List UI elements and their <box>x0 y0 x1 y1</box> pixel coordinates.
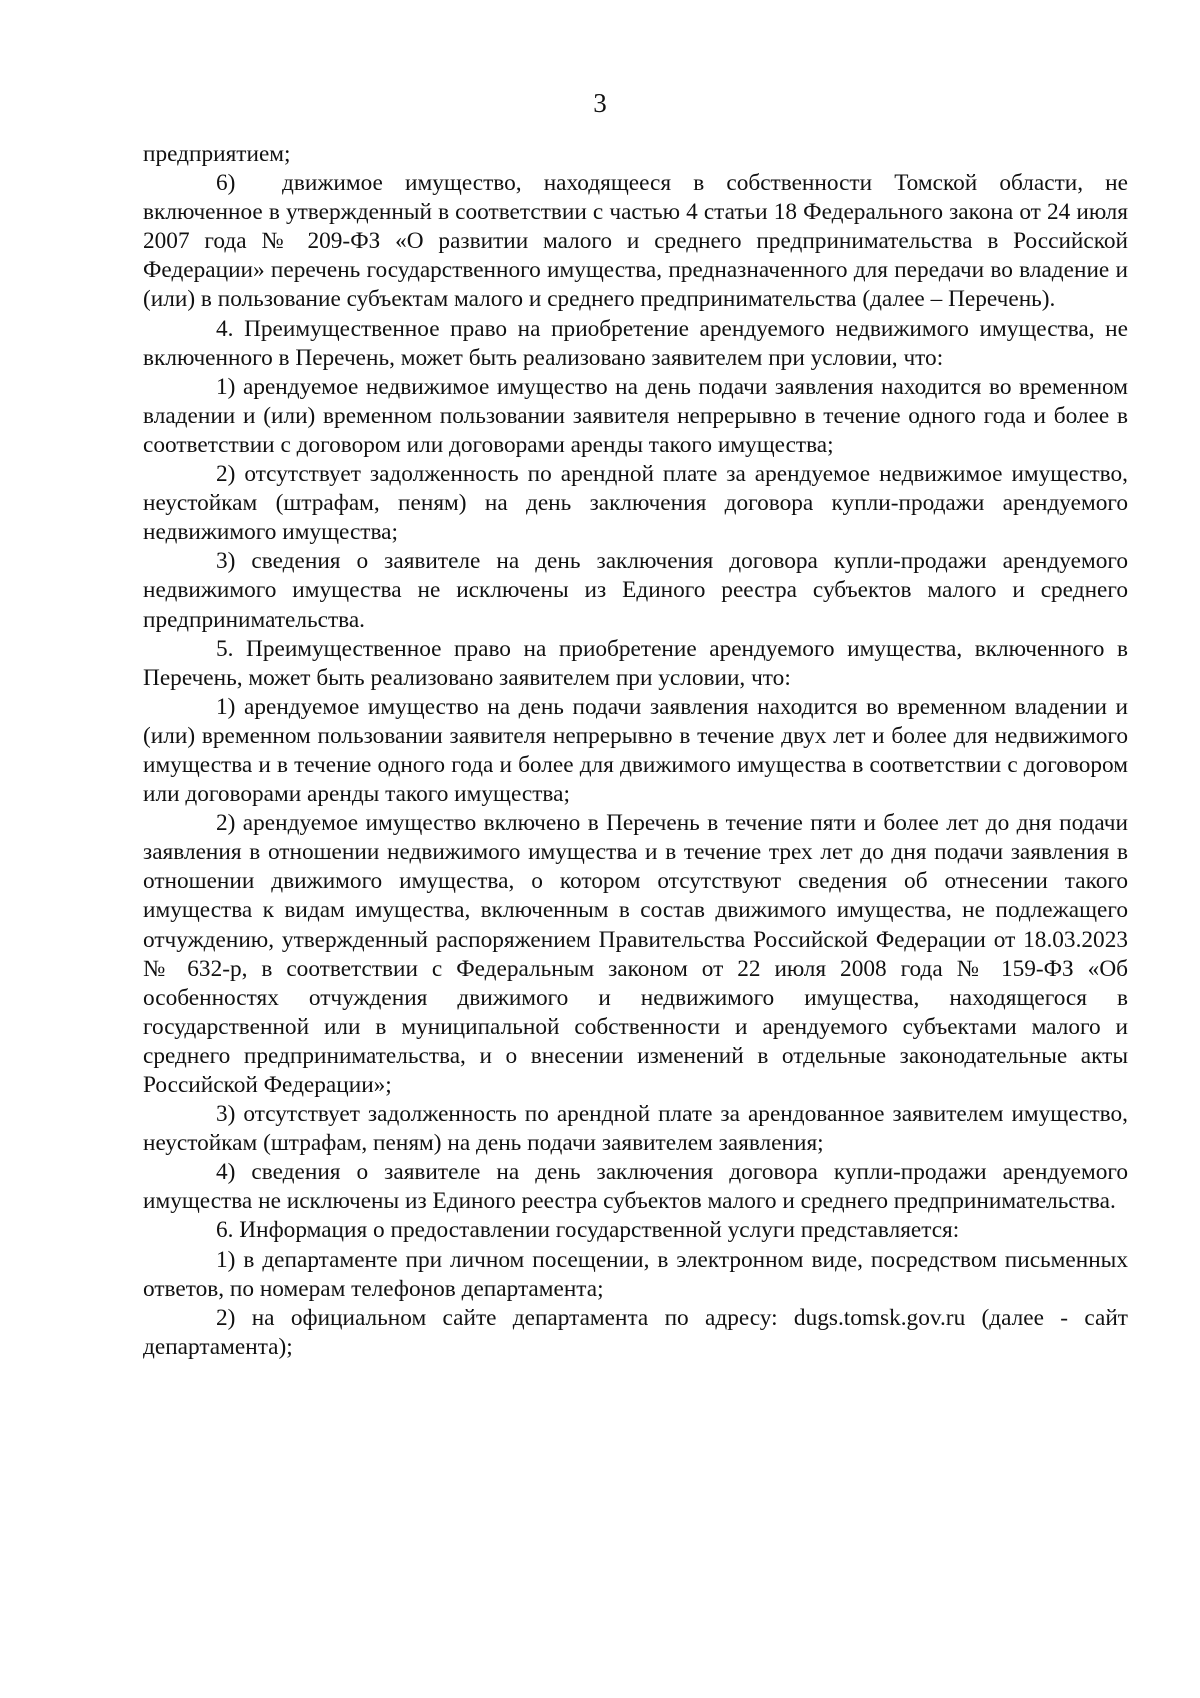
paragraph: 5. Преимущественное право на приобретение арендуемого имущества, включенного в Перечень, может быть реализовано заявителем при условии, что: <box>143 635 1128 691</box>
paragraph: 2) арендуемое имущество включено в Перечень в течение пяти и более лет до дня подачи заявления в отношении недвижимого имущества и в течение трех лет до дня подачи заявления в отношении движимого имущества, о котором отсутствуют сведения об отнесении такого имущества к видам имущества, включенным в состав движимого имущества, не подлежащего отчуждению, утвержденный распоряжением Правительства Российской Федерации от 18.03.2023 № 632-р, в соответствии с Федеральным законом от 22 июля 2008 года № 159-ФЗ «Об особенностях отчуждения движимого и недвижимого имущества, находящегося в государственной или в муниципальной собственности и арендуемого субъектами малого и среднего предпринимательства, и о внесении изменений в отдельные законодательные акты Российской Федерации»; <box>143 810 1128 1098</box>
paragraph: 1) арендуемое недвижимое имущество на день подачи заявления находится во временном владении и (или) временном пользовании заявителя непрерывно в течение одного года и более в соответствии с договором или договорами аренды такого имущества; <box>143 373 1128 458</box>
document-body <box>143 140 1128 1362</box>
paragraph: 6. Информация о предоставлении государственной услуги представляется: <box>216 1217 960 1244</box>
paragraph: 2) на официальном сайте департамента по адресу: dugs.tomsk.gov.ru (далее - сайт департамента); <box>143 1304 1128 1360</box>
paragraph: 1) арендуемое имущество на день подачи заявления находится во временном владении и (или) временном пользовании заявителя непрерывно в течение двух лет и более для недвижимого имущества и в течение одного года и более для движимого имущества в соответствии с договором или договорами аренды такого имущества; <box>143 693 1128 808</box>
paragraph: предприятием; <box>143 141 291 167</box>
page-number: 3 <box>593 88 607 118</box>
paragraph: 3) сведения о заявителе на день заключения договора купли-продажи арендуемого недвижимого имущества не исключены из Единого реестра субъектов малого и среднего предпринимательства. <box>143 548 1128 633</box>
paragraph: 4. Преимущественное право на приобретение арендуемого недвижимого имущества, не включенного в Перечень, может быть реализовано заявителем при условии, что: <box>143 315 1128 371</box>
paragraph: 1) в департаменте при личном посещении, в электронном виде, посредством письменных ответов, по номерам телефонов департамента; <box>143 1246 1128 1302</box>
paragraph: 6) движимое имущество, находящееся в собственности Томской области, не включенное в утвержденный в соответствии с частью 4 статьи 18 Федерального закона от 24 июля 2007 года № 209-ФЗ «О развитии малого и среднего предпринимательства в Российской Федерации» перечень государственного имущества, предназначенного для передачи во владение и (или) в пользование субъектам малого и среднего предпринимательства (далее – Перечень). <box>143 170 1128 313</box>
paragraph: 3) отсутствует задолженность по арендной плате за арендованное заявителем имущество, неустойкам (штрафам, пеням) на день подачи заявителем заявления; <box>143 1101 1128 1157</box>
paragraph: 2) отсутствует задолженность по арендной плате за арендуемое недвижимое имущество, неустойкам (штрафам, пеням) на день заключения договора купли-продажи арендуемого недвижимого имущества; <box>143 461 1128 546</box>
paragraph: 4) сведения о заявителе на день заключения договора купли-продажи арендуемого имущества не исключены из Единого реестра субъектов малого и среднего предпринимательства. <box>143 1159 1128 1215</box>
